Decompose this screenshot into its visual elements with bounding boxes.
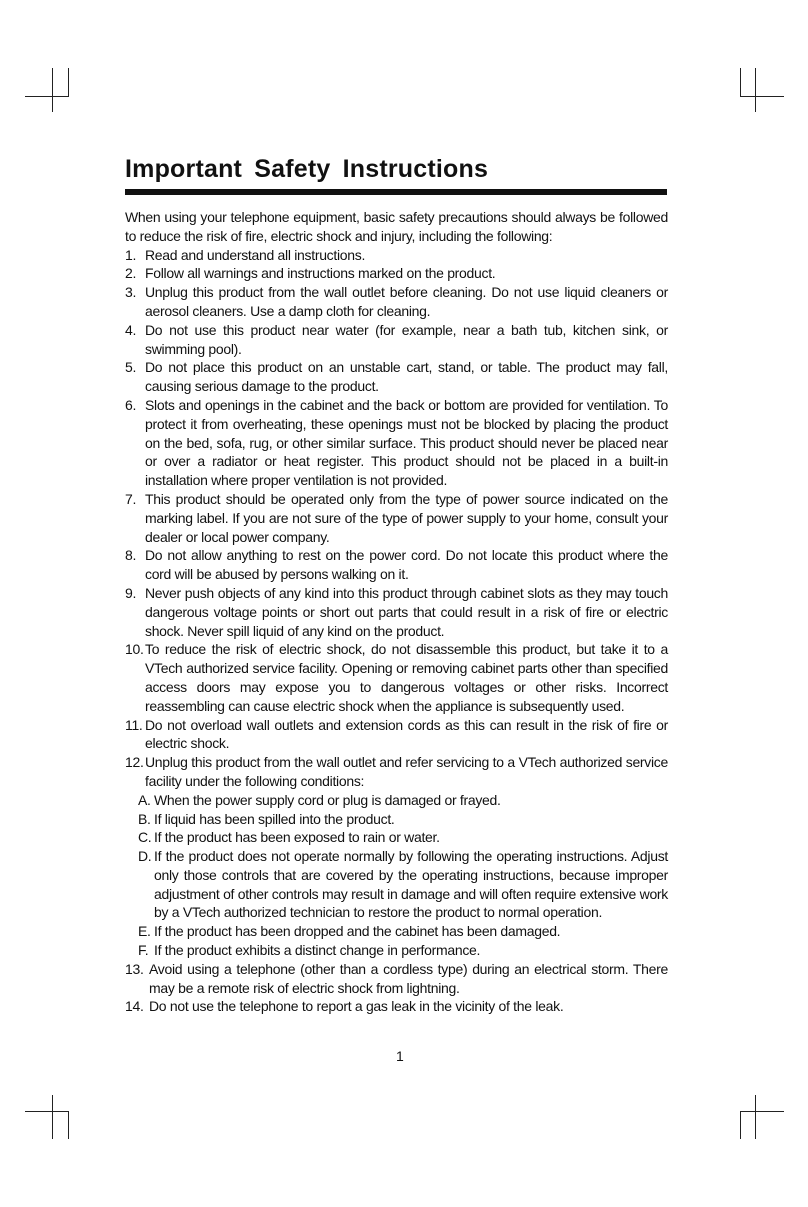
page-number: 1 bbox=[396, 1048, 404, 1064]
item-text: This product should be operated only from the type of power source indicated on the marking label. If you are not sure of the type of power supply to your home, consult your dealer or local power company. bbox=[145, 490, 668, 545]
crop-mark-top-right-h bbox=[740, 96, 784, 97]
sub-item-text: If the product does not operate normally by following the operating instructions. Adjust only those controls that are covered by the operating instructions, because improper adjustment of other controls may result in damage and will often require extensive work by a VTech authorized technician to restore the product to normal operation. bbox=[154, 848, 668, 921]
crop-mark-top-left-v bbox=[52, 68, 53, 112]
item-text: Slots and openings in the cabinet and the back or bottom are provided for ventilation. To protect it from overheating, these openings must not be blocked by placing the product on the bed, sofa, rug, or other similar surface. This product should never be placed near or over a radiator or heat register. This product should not be placed in a built-in installation where proper ventilation is not provided. bbox=[145, 396, 668, 489]
intro-paragraph: When using your telephone equipment, basic safety precautions should always be followed to reduce the risk of fire, electric shock and injury, including the following: bbox=[125, 209, 668, 244]
item-text: Do not use this product near water (for example, near a bath tub, kitchen sink, or swimming pool). bbox=[145, 321, 668, 357]
sub-list-item bbox=[125, 791, 668, 810]
list-item bbox=[125, 490, 668, 546]
list-item bbox=[125, 396, 668, 490]
item-text: Do not place this product on an unstable cart, stand, or table. The product may fall, causing serious damage to the product. bbox=[145, 359, 668, 395]
item-number: 1. bbox=[125, 246, 137, 263]
page-title: Important Safety Instructions bbox=[125, 155, 489, 183]
sub-item-text: If the product has been exposed to rain or water. bbox=[154, 829, 440, 846]
item-number: 6. bbox=[125, 396, 137, 413]
item-text: Never push objects of any kind into this product through cabinet slots as they may touch dangerous voltage points or short out parts that could result in a risk of fire or electric shock. Never spill liquid of any kind on the product. bbox=[145, 584, 668, 639]
list-item bbox=[125, 960, 668, 998]
instructions-body bbox=[125, 208, 668, 1016]
sub-list-item bbox=[125, 941, 668, 960]
crop-mark-bottom-left-v bbox=[52, 1095, 53, 1139]
item-number: 4. bbox=[125, 321, 137, 338]
item-number: 13. bbox=[125, 960, 144, 977]
item-number: 7. bbox=[125, 490, 137, 507]
list-item bbox=[125, 997, 668, 1016]
sub-item-letter: E. bbox=[138, 923, 151, 940]
sub-list-item bbox=[125, 810, 668, 829]
item-number: 12. bbox=[125, 754, 144, 771]
sub-item-letter: B. bbox=[138, 810, 151, 827]
sub-list-item bbox=[125, 922, 668, 941]
crop-mark-top-right-v2 bbox=[755, 68, 756, 112]
crop-mark-bottom-right-v2 bbox=[755, 1095, 756, 1139]
list-item bbox=[125, 264, 668, 283]
sub-item-text: If the product has been dropped and the cabinet has been damaged. bbox=[154, 923, 561, 940]
crop-mark-top-right-v bbox=[740, 68, 741, 96]
sub-item-text: If the product exhibits a distinct change in performance. bbox=[154, 942, 481, 959]
sub-item-letter: F. bbox=[138, 942, 149, 959]
crop-mark-top-left-v2 bbox=[68, 68, 69, 96]
sub-list-item bbox=[125, 828, 668, 847]
item-number: 5. bbox=[125, 359, 137, 376]
item-number: 10. bbox=[125, 641, 144, 658]
crop-mark-bottom-left-v2 bbox=[68, 1111, 69, 1139]
crop-mark-bottom-left-h bbox=[25, 1111, 69, 1112]
list-item bbox=[125, 753, 668, 791]
list-item bbox=[125, 246, 668, 265]
item-text: Do not allow anything to rest on the power cord. Do not locate this product where the cord will be abused by persons walking on it. bbox=[145, 547, 668, 583]
crop-mark-bottom-right-v bbox=[740, 1111, 741, 1139]
crop-mark-top-left-h bbox=[25, 96, 69, 97]
item-number: 8. bbox=[125, 547, 137, 564]
sub-item-letter: A. bbox=[138, 791, 151, 808]
item-text: Do not use the telephone to report a gas leak in the vicinity of the leak. bbox=[149, 998, 564, 1015]
sub-item-text: If liquid has been spilled into the product. bbox=[154, 810, 395, 827]
item-text: Avoid using a telephone (other than a cordless type) during an electrical storm. There may be a remote risk of electric shock from lightning. bbox=[149, 960, 668, 996]
sub-item-letter: D. bbox=[138, 848, 152, 865]
sub-item-text: When the power supply cord or plug is damaged or frayed. bbox=[154, 791, 501, 808]
item-text: Follow all warnings and instructions marked on the product. bbox=[145, 265, 496, 282]
item-number: 14. bbox=[125, 998, 144, 1015]
item-number: 3. bbox=[125, 284, 137, 301]
sub-item-letter: C. bbox=[138, 829, 152, 846]
item-number: 9. bbox=[125, 584, 137, 601]
list-item bbox=[125, 321, 668, 359]
item-text: Read and understand all instructions. bbox=[145, 246, 366, 263]
list-item bbox=[125, 640, 668, 715]
item-number: 11. bbox=[125, 716, 143, 733]
item-text: Do not overload wall outlets and extension cords as this can result in the risk of fire or electric shock. bbox=[145, 716, 668, 752]
item-text: Unplug this product from the wall outlet and refer servicing to a VTech authorized service facility under the following conditions: bbox=[145, 754, 668, 789]
list-item bbox=[125, 283, 668, 321]
item-text: Unplug this product from the wall outlet before cleaning. Do not use liquid cleaners or aerosol cleaners. Use a damp cloth for cleaning. bbox=[145, 284, 668, 319]
list-item bbox=[125, 358, 668, 396]
title-rule bbox=[125, 189, 667, 195]
list-item bbox=[125, 546, 668, 584]
crop-mark-bottom-right-h bbox=[740, 1111, 784, 1112]
list-item bbox=[125, 716, 668, 754]
item-number: 2. bbox=[125, 265, 137, 282]
item-text: To reduce the risk of electric shock, do not disassemble this product, but take it to a VTech authorized service facility. Opening or removing cabinet parts other than specified access doors may expose you to dangerous voltages or other risks. Incorrect reassembling can cause electric shock when the appliance is subsequently used. bbox=[145, 641, 668, 714]
list-item bbox=[125, 584, 668, 640]
sub-list-item bbox=[125, 847, 668, 922]
